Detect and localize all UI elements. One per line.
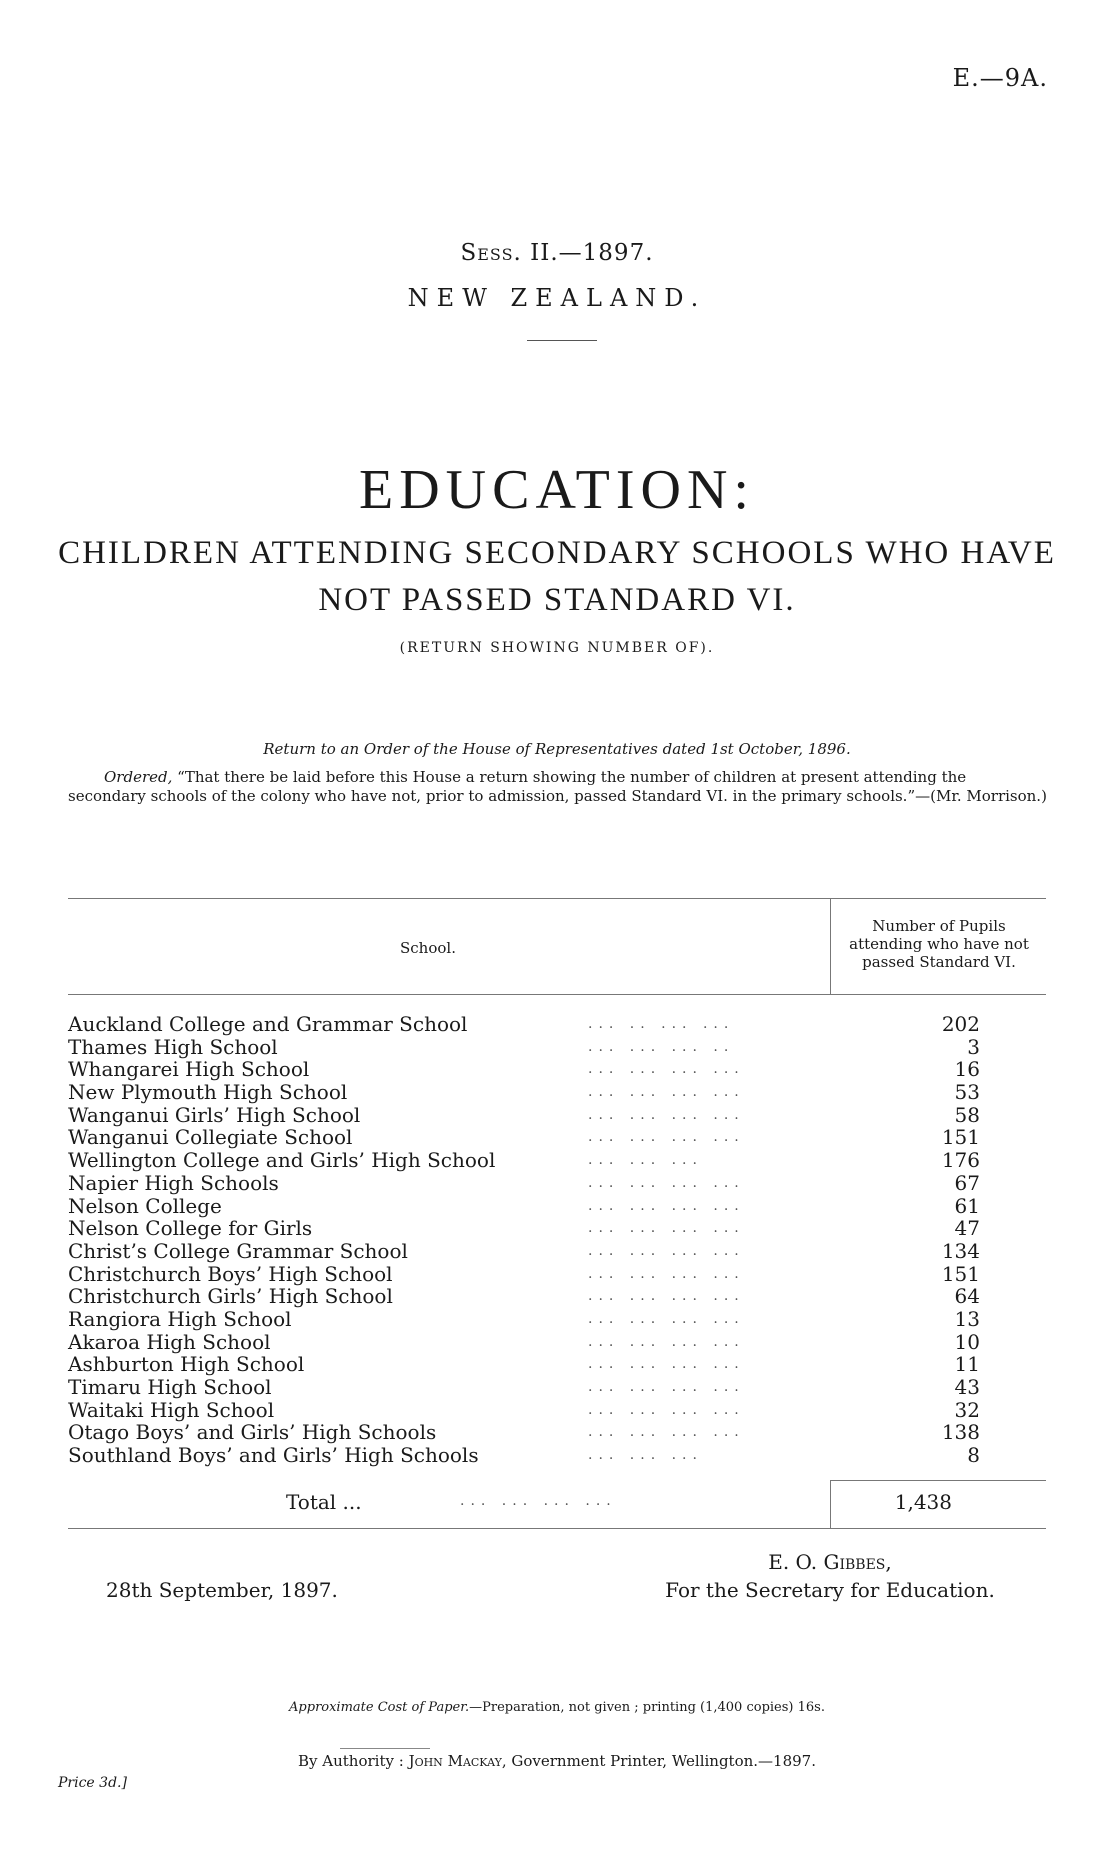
table-row xyxy=(68,1263,1046,1286)
school-name: Christ’s College Grammar School xyxy=(68,1238,408,1263)
school-name: Akaroa High School xyxy=(68,1329,271,1354)
leader-dots: ... ... ... ... xyxy=(588,1061,745,1078)
total-value: 1,438 xyxy=(894,1490,952,1514)
pupil-count: 176 xyxy=(941,1148,980,1173)
pupil-count: 11 xyxy=(954,1352,980,1377)
school-name: Nelson College xyxy=(68,1193,222,1218)
footer-divider xyxy=(340,1748,430,1749)
school-name: Rangiora High School xyxy=(68,1306,292,1331)
pupil-count: 47 xyxy=(954,1216,980,1241)
table-row xyxy=(68,1195,1046,1218)
column-header-pupils-line-3: passed Standard VI. xyxy=(862,953,1016,971)
order-paragraph xyxy=(68,768,1048,806)
leader-dots: ... ... ... .. xyxy=(588,1038,735,1055)
pupil-count: 16 xyxy=(954,1057,980,1082)
school-name: Timaru High School xyxy=(68,1375,272,1399)
pupil-count: 13 xyxy=(954,1306,980,1331)
pupil-count: 58 xyxy=(954,1102,980,1127)
table-row xyxy=(68,1104,1046,1127)
country-line: NEW ZEALAND. xyxy=(407,284,707,312)
pupil-count: 64 xyxy=(954,1284,980,1309)
subtitle-line-2: NOT PASSED STANDARD VI. xyxy=(318,582,796,618)
short-divider xyxy=(527,340,597,341)
pupil-count: 43 xyxy=(954,1375,980,1399)
total-rule xyxy=(830,1480,1046,1481)
document-reference: E.—9A. xyxy=(952,64,1048,92)
authority-rest: Government Printer, Wellington.—1897. xyxy=(511,1752,816,1770)
column-header-pupils-line-1: Number of Pupils xyxy=(872,917,1006,935)
leader-dots: ... ... ... ... xyxy=(588,1174,745,1191)
school-name: Wellington College and Girls’ High School xyxy=(68,1148,496,1173)
leader-dots: ... ... ... ... xyxy=(588,1424,745,1441)
leader-dots: ... ... ... ... xyxy=(588,1288,745,1305)
total-label: Total ... xyxy=(286,1490,362,1514)
leader-dots: ... ... ... ... xyxy=(588,1106,745,1123)
school-name: Southland Boys’ and Girls’ High Schools xyxy=(68,1443,479,1468)
leader-dots: ... ... ... ... xyxy=(588,1401,745,1418)
table-row xyxy=(68,1240,1046,1263)
table-row xyxy=(68,1126,1046,1149)
leader-dots: ... ... ... ... xyxy=(588,1356,745,1373)
pupil-count: 202 xyxy=(941,1012,980,1036)
table-row xyxy=(68,1217,1046,1240)
authority-prefix: By Authority : xyxy=(298,1752,404,1770)
cost-text: —Preparation, not given ; printing (1,400 copies) 16s. xyxy=(469,1700,825,1715)
school-name: Waitaki High School xyxy=(68,1397,275,1422)
leader-dots: ... ... ... ... xyxy=(588,1265,745,1282)
total-column-divider xyxy=(830,1480,831,1528)
cost-note xyxy=(0,1700,1114,1715)
school-name: Napier High Schools xyxy=(68,1170,279,1195)
session-line: Sess. II.—1897. xyxy=(460,240,654,266)
pupil-count: 32 xyxy=(954,1397,980,1422)
school-name: Auckland College and Grammar School xyxy=(68,1012,468,1036)
table-body xyxy=(68,1013,1046,1467)
pupil-count: 151 xyxy=(941,1261,980,1286)
printer-name: John Mackay, xyxy=(408,1752,507,1770)
total-leader-dots: ... ... ... ... xyxy=(460,1493,617,1509)
table-row xyxy=(68,1421,1046,1444)
pupil-count: 3 xyxy=(967,1034,980,1059)
table-row xyxy=(68,1353,1046,1376)
school-name: Otago Boys’ and Girls’ High Schools xyxy=(68,1420,437,1445)
table-row xyxy=(68,1058,1046,1081)
table-row xyxy=(68,1308,1046,1331)
pupil-count: 61 xyxy=(954,1193,980,1218)
school-name: Christchurch Boys’ High School xyxy=(68,1261,393,1286)
column-header-school: School. xyxy=(400,939,456,957)
table-row xyxy=(68,1172,1046,1195)
leader-dots: ... ... ... ... xyxy=(588,1220,745,1237)
table-row xyxy=(68,1081,1046,1104)
table-bottom-rule xyxy=(68,1528,1046,1529)
school-name: Nelson College for Girls xyxy=(68,1216,313,1241)
table-row xyxy=(68,1399,1046,1422)
school-name: Wanganui Girls’ High School xyxy=(68,1102,361,1127)
pupil-count: 138 xyxy=(941,1420,980,1445)
table-row xyxy=(68,1331,1046,1354)
pupil-count: 151 xyxy=(941,1125,980,1150)
table-header-rule xyxy=(68,994,1046,995)
document-title: EDUCATION: xyxy=(359,459,755,521)
school-name: New Plymouth High School xyxy=(68,1080,348,1105)
leader-dots: ... ... ... ... xyxy=(588,1242,745,1259)
column-header-pupils-line-2: attending who have not xyxy=(849,935,1029,953)
school-name: Wanganui Collegiate School xyxy=(68,1125,353,1150)
table-row xyxy=(68,1036,1046,1059)
printer-authority xyxy=(0,1752,1114,1770)
price-note: Price 3d.] xyxy=(58,1775,127,1791)
pupil-count: 8 xyxy=(967,1443,980,1468)
school-name: Christchurch Girls’ High School xyxy=(68,1284,393,1309)
leader-dots: ... ... ... xyxy=(588,1447,703,1464)
table-row xyxy=(68,1149,1046,1172)
leader-dots: ... ... ... ... xyxy=(588,1197,745,1214)
table-row xyxy=(68,1376,1046,1399)
column-header-pupils xyxy=(832,917,1046,971)
return-note: (RETURN SHOWING NUMBER OF). xyxy=(399,640,715,656)
pupil-count: 53 xyxy=(954,1080,980,1105)
leader-dots: ... ... ... ... xyxy=(588,1310,745,1327)
ordered-text: “That there be laid before this House a return showing the number of children at present attending the secondary schools of the colony who have not, prior to admission, passed Standard VI. in the primary schools.”—(Mr. Morrison.) xyxy=(68,768,1047,805)
leader-dots: ... ... ... ... xyxy=(588,1084,745,1101)
pupil-count: 134 xyxy=(941,1238,980,1263)
header-column-divider xyxy=(830,898,831,994)
pupil-count: 67 xyxy=(954,1170,980,1195)
table-row xyxy=(68,1444,1046,1467)
subtitle-line-1: CHILDREN ATTENDING SECONDARY SCHOOLS WHO HAVE xyxy=(58,535,1056,571)
table-row xyxy=(68,1013,1046,1036)
leader-dots: ... .. ... ... xyxy=(588,1016,735,1032)
leader-dots: ... ... ... xyxy=(588,1152,703,1169)
leader-dots: ... ... ... ... xyxy=(588,1379,745,1395)
table-top-rule xyxy=(68,898,1046,899)
school-name: Whangarei High School xyxy=(68,1057,310,1082)
pupil-count: 10 xyxy=(954,1329,980,1354)
order-heading: Return to an Order of the House of Representatives dated 1st October, 1896. xyxy=(263,740,851,758)
school-name: Ashburton High School xyxy=(68,1352,305,1377)
signer-role: For the Secretary for Education. xyxy=(665,1578,995,1602)
leader-dots: ... ... ... ... xyxy=(588,1333,745,1350)
signer-name: E. O. Gibbes, xyxy=(768,1550,892,1574)
table-row xyxy=(68,1285,1046,1308)
signature-date: 28th September, 1897. xyxy=(106,1578,338,1602)
ordered-label: Ordered, xyxy=(104,768,173,786)
leader-dots: ... ... ... ... xyxy=(588,1129,745,1146)
school-name: Thames High School xyxy=(68,1034,278,1059)
cost-label: Approximate Cost of Paper. xyxy=(289,1700,470,1715)
